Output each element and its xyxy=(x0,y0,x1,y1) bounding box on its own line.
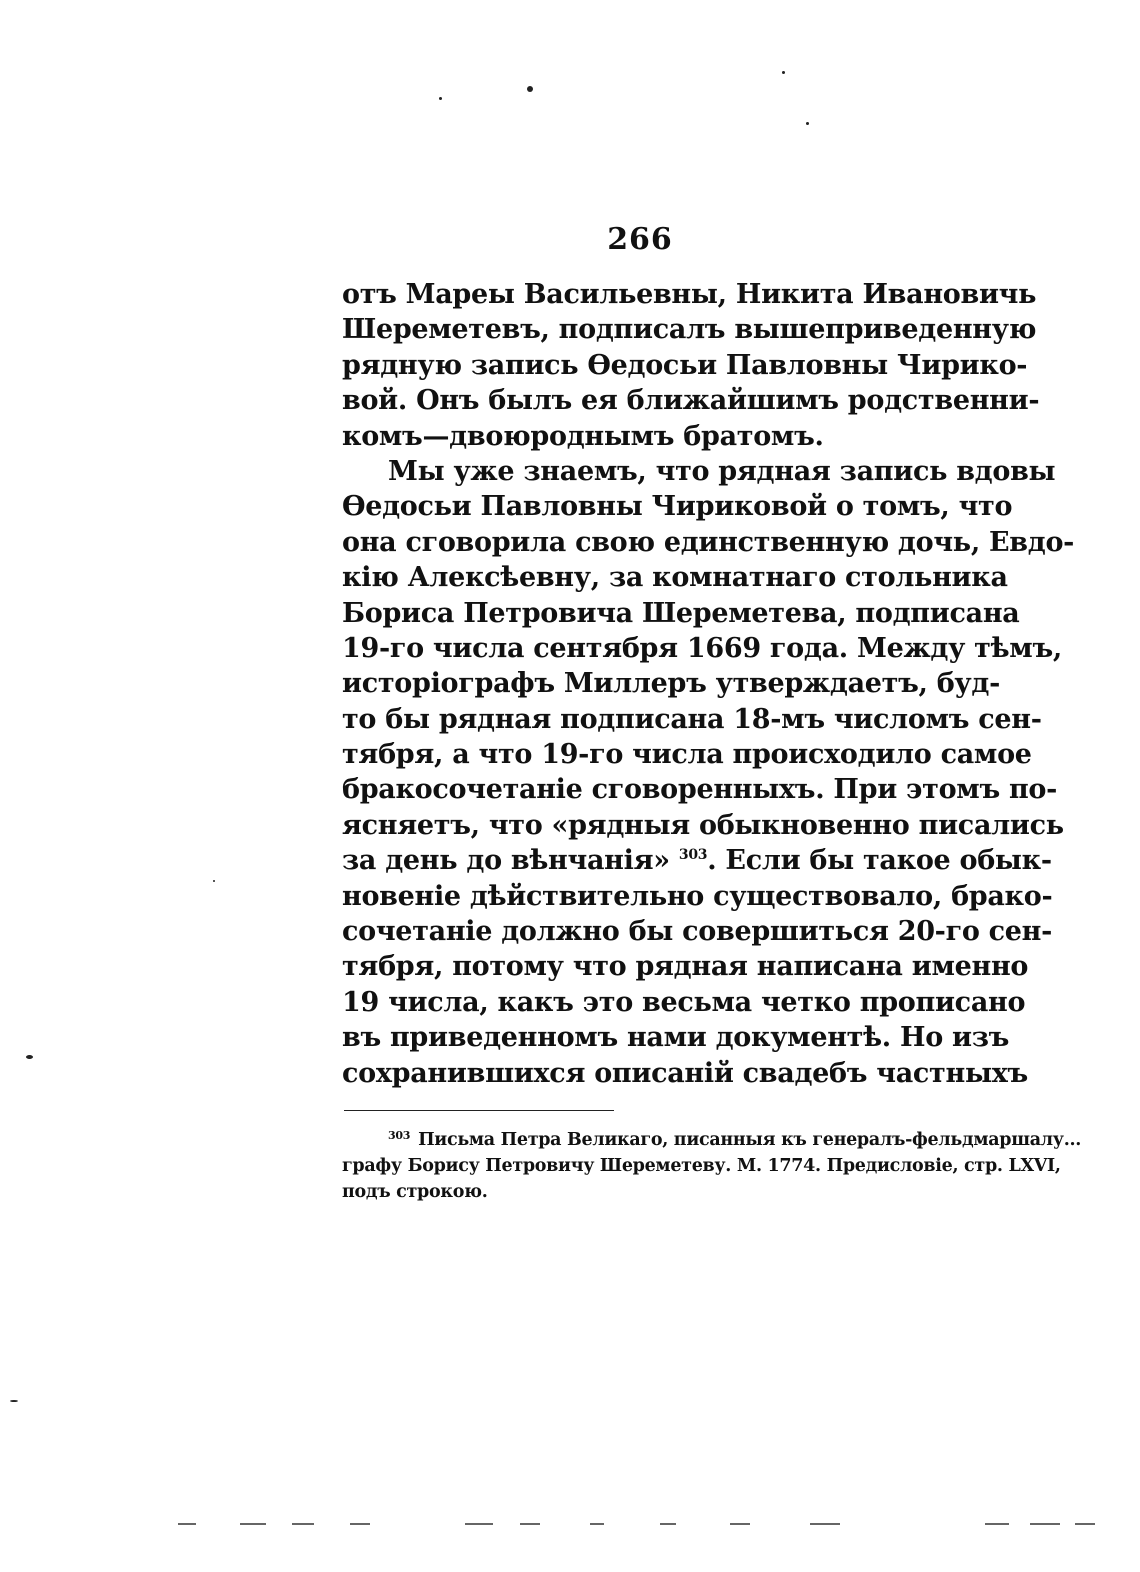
text-fragment: . Если бы такое обык- xyxy=(707,845,1052,877)
scan-speck xyxy=(806,122,809,125)
text-line: 19-го числа сентября 1669 года. Между тѣмъ, xyxy=(342,632,1062,664)
scan-dash xyxy=(178,1523,196,1525)
footnote-divider xyxy=(344,1110,614,1111)
scan-dash xyxy=(1030,1523,1060,1525)
text-line: Бориса Петровича Шереметева, подписана xyxy=(342,597,1020,629)
text-line: сохранившихся описаній свадебъ частныхъ xyxy=(342,1057,1028,1089)
footnote xyxy=(342,1127,1082,1205)
text-line: въ приведенномъ нами документѣ. Но изъ xyxy=(342,1022,1010,1054)
text-line: новеніе дѣйствительно существовало, брако- xyxy=(342,880,1053,912)
text-line: кію Алексѣевну, за комнатнаго стольника xyxy=(342,562,1008,594)
footnote-text: Письма Петра Великаго, писанныя къ генералъ-фельдмаршалу... xyxy=(418,1130,1082,1150)
page-number: 266 xyxy=(607,222,673,257)
text-line: комъ—двоюроднымъ братомъ. xyxy=(342,420,824,452)
text-line: исторіографъ Миллеръ утверждаетъ, буд- xyxy=(342,668,1000,700)
text-line: сочетаніе должно бы совершиться 20-го сен- xyxy=(342,916,1053,948)
scan-dash xyxy=(240,1523,266,1525)
footnote-line: подъ строкою. xyxy=(342,1182,488,1202)
text-line: ясняетъ, что «рядныя обыкновенно писались xyxy=(342,809,1064,841)
scan-dash xyxy=(520,1523,540,1525)
scan-dash xyxy=(590,1523,604,1525)
footnote-line: графу Борису Петровичу Шереметеву. М. 1774. Предисловіе, стр. LXVI, xyxy=(342,1156,1061,1176)
footnote-line xyxy=(342,1127,1082,1153)
text-line: тября, а что 19-го числа происходило самое xyxy=(342,739,1032,771)
text-line-with-footnote-ref xyxy=(342,843,1052,878)
scan-speck xyxy=(527,86,533,92)
scan-speck xyxy=(213,880,215,882)
text-line: Шереметевъ, подписалъ вышеприведенную xyxy=(342,314,1037,346)
text-line: тября, потому что рядная написана именно xyxy=(342,951,1029,983)
footnote-mark: 303 xyxy=(388,1129,411,1142)
scan-speck xyxy=(782,71,785,74)
text-line: отъ Мареы Васильевны, Никита Ивановичь xyxy=(342,279,1037,310)
text-line: Мы уже знаемъ, что рядная запись вдовы xyxy=(388,455,1056,487)
text-line: рядную запись Өедосьи Павловны Чирико- xyxy=(342,349,1028,381)
scan-dash xyxy=(985,1523,1009,1525)
scan-dash xyxy=(292,1523,314,1525)
footnote-reference: 303 xyxy=(678,847,708,864)
scan-dash xyxy=(465,1523,493,1525)
text-line: 19 числа, какъ это весьма четко прописано xyxy=(342,986,1026,1018)
scan-dash xyxy=(1075,1523,1095,1525)
scan-dash xyxy=(660,1523,676,1525)
text-line: то бы рядная подписана 18-мъ числомъ сен- xyxy=(342,703,1042,735)
scan-dash xyxy=(810,1523,840,1525)
text-fragment: за день до вѣнчанія» xyxy=(342,845,670,877)
text-line: бракосочетаніе сговоренныхъ. При этомъ по- xyxy=(342,774,1058,806)
text-line: Өедосьи Павловны Чириковой о томъ, что xyxy=(342,491,1013,523)
scan-dash xyxy=(350,1523,370,1525)
body-text xyxy=(342,277,1075,1091)
text-line: вой. Онъ былъ ея ближайшимъ родственни- xyxy=(342,385,1040,417)
scan-edge-artifacts xyxy=(170,1523,1100,1527)
scan-speck xyxy=(10,1400,18,1402)
text-line: она сговорила свою единственную дочь, Евдо- xyxy=(342,526,1075,558)
scan-speck xyxy=(26,1055,33,1059)
scan-dash xyxy=(730,1523,750,1525)
scan-speck xyxy=(439,97,442,100)
